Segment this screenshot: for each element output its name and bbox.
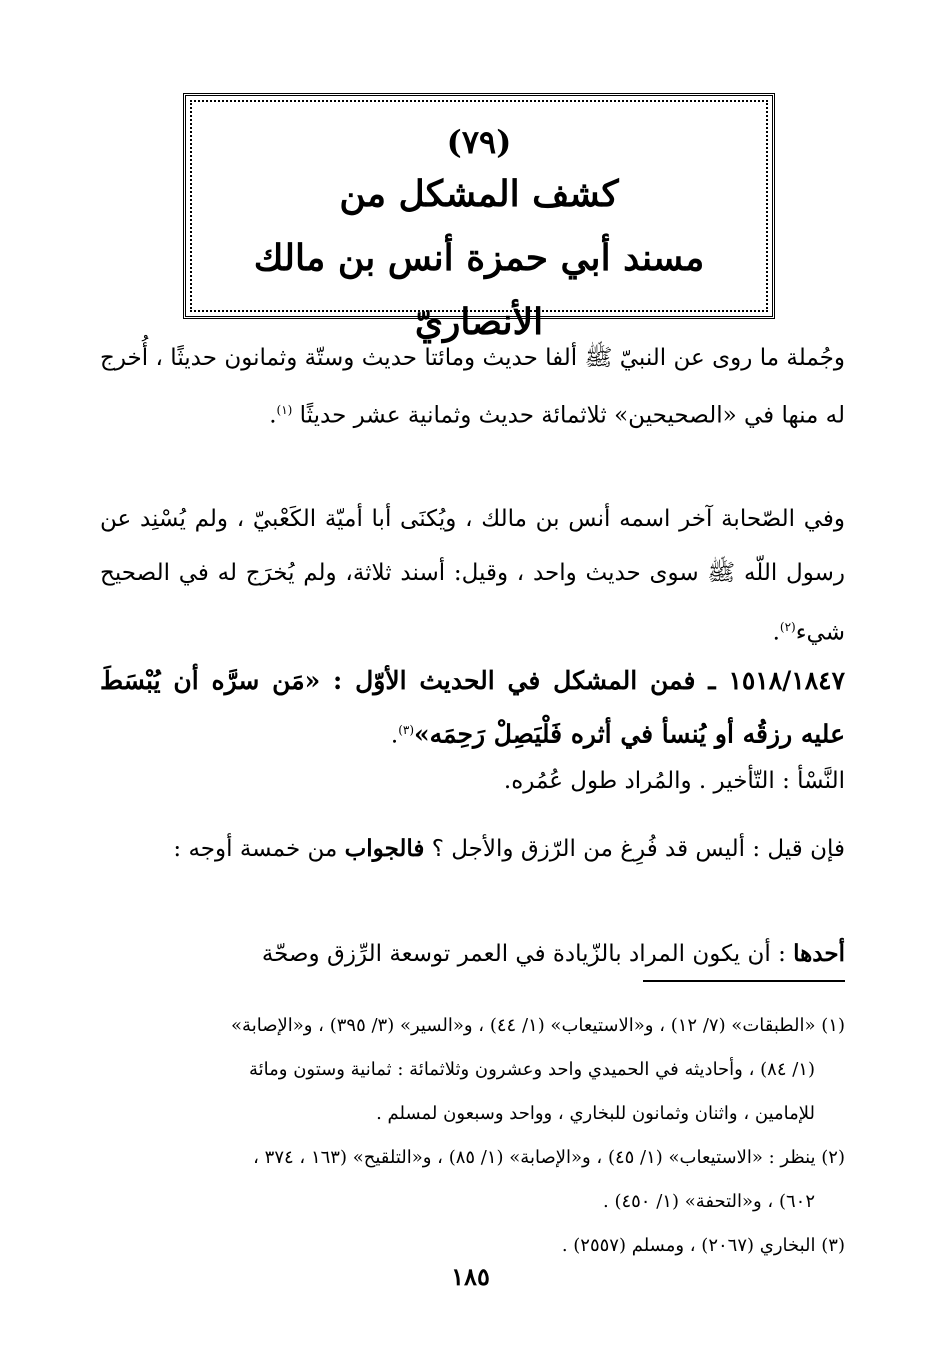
footnote-ref: (٢) [779, 620, 796, 634]
footnote-3: (٣) البخاري (٢٠٦٧) ، ومسلم (٢٥٥٧) . [561, 1235, 845, 1256]
chapter-title-frame [190, 100, 768, 343]
paragraph-text: وفي الصّحابة آخر اسمه أنس بن مالك ، ويُكنَى أبا أميّة الكَعْبيّ ، ولم يُسْنِد عن رسول اللّه ﷺ سوى حديث واحد ، وقيل: أسند ثلاثة، ولم يُخرَج له في الصحيح شيء [100, 506, 845, 646]
footnote-ref: (٣) [398, 723, 415, 737]
paragraph-hadith-1518 [100, 657, 845, 760]
paragraph-hadith-count [100, 332, 873, 442]
footnote-1-line2: (١/ ٨٤) ، وأحاديثه في الحميدي واحد وعشرون وثلاثمائة : ثمانية وستون ومائة [249, 1059, 815, 1080]
footnote-ref: (١) [276, 403, 293, 417]
footnote-1-line3: للإمامين ، واثنان وثمانون للبخاري ، وواحد وسبعون لمسلم . [376, 1103, 815, 1124]
paragraph-text: وجُملة ما روى عن النبيّ ﷺ ألفا حديث ومائتا حديث وستّة وثمانون حديثًا ، أُخرج له منها في «الصحيحين» ثلاثمائة حديث وثمانية عشر حديثًا [100, 345, 845, 429]
paragraph-text: من خمسة أوجه : [173, 836, 338, 862]
paragraph-first-aspect [100, 930, 845, 978]
page-number: ١٨٥ [451, 1262, 490, 1291]
footnote-2-line2: ٦٠٢) ، و«التحفة» (١/ ٤٥٠) . [603, 1191, 815, 1212]
chapter-number: (٧٩) [446, 123, 512, 161]
aspect-label: أحدها [793, 940, 845, 967]
footnotes [100, 1004, 845, 1268]
answer-label: فالجواب [344, 835, 425, 862]
period: . [772, 619, 780, 646]
chapter-title-box [183, 93, 775, 343]
period: . [390, 722, 399, 749]
footnote-divider [643, 980, 845, 982]
hadith-text: ١٥١٨/١٨٤٧ ـ فمن المشكل في الحديث الأوّل : «مَن سرَّه أن يُبْسَطَ عليه رزقُه أو يُنسأ في أثره فَلْيَصِلْ رَحِمَه» [100, 666, 845, 749]
paragraph-text: فإن قيل : أليس قد فُرِغ من الرّزق والأجل ؟ [431, 836, 845, 862]
paragraph-other-anas [100, 492, 873, 660]
chapter-title-line2: مسند أبي حمزة أنس بن مالك الأنصاريّ [253, 237, 705, 343]
footnote-2-line1: (٢) ينظر : «الاستيعاب» (١/ ٤٥) ، و«الإصابة» (١/ ٨٥) ، و«التلقيح» (١٦٣ ، ٣٧٤ ، [253, 1147, 845, 1168]
footnote-1-line1: (١) «الطبقات» (٧/ ١٢) ، و«الاستيعاب» (١/ ٤٤) ، و«السير» (٣/ ٣٩٥) ، و«الإصابة» [231, 1015, 845, 1036]
paragraph-text: النَّسْأ : التّأخير . والمُراد طول عُمُره. [503, 768, 845, 794]
paragraph-question [100, 827, 873, 871]
period: . [269, 402, 277, 429]
paragraph-definition [100, 761, 873, 801]
paragraph-text: : أن يكون المراد بالزّيادة في العمر توسعة الرِّزق وصحّة [261, 941, 786, 967]
chapter-title-line1: كشف المشكل من [339, 173, 619, 215]
